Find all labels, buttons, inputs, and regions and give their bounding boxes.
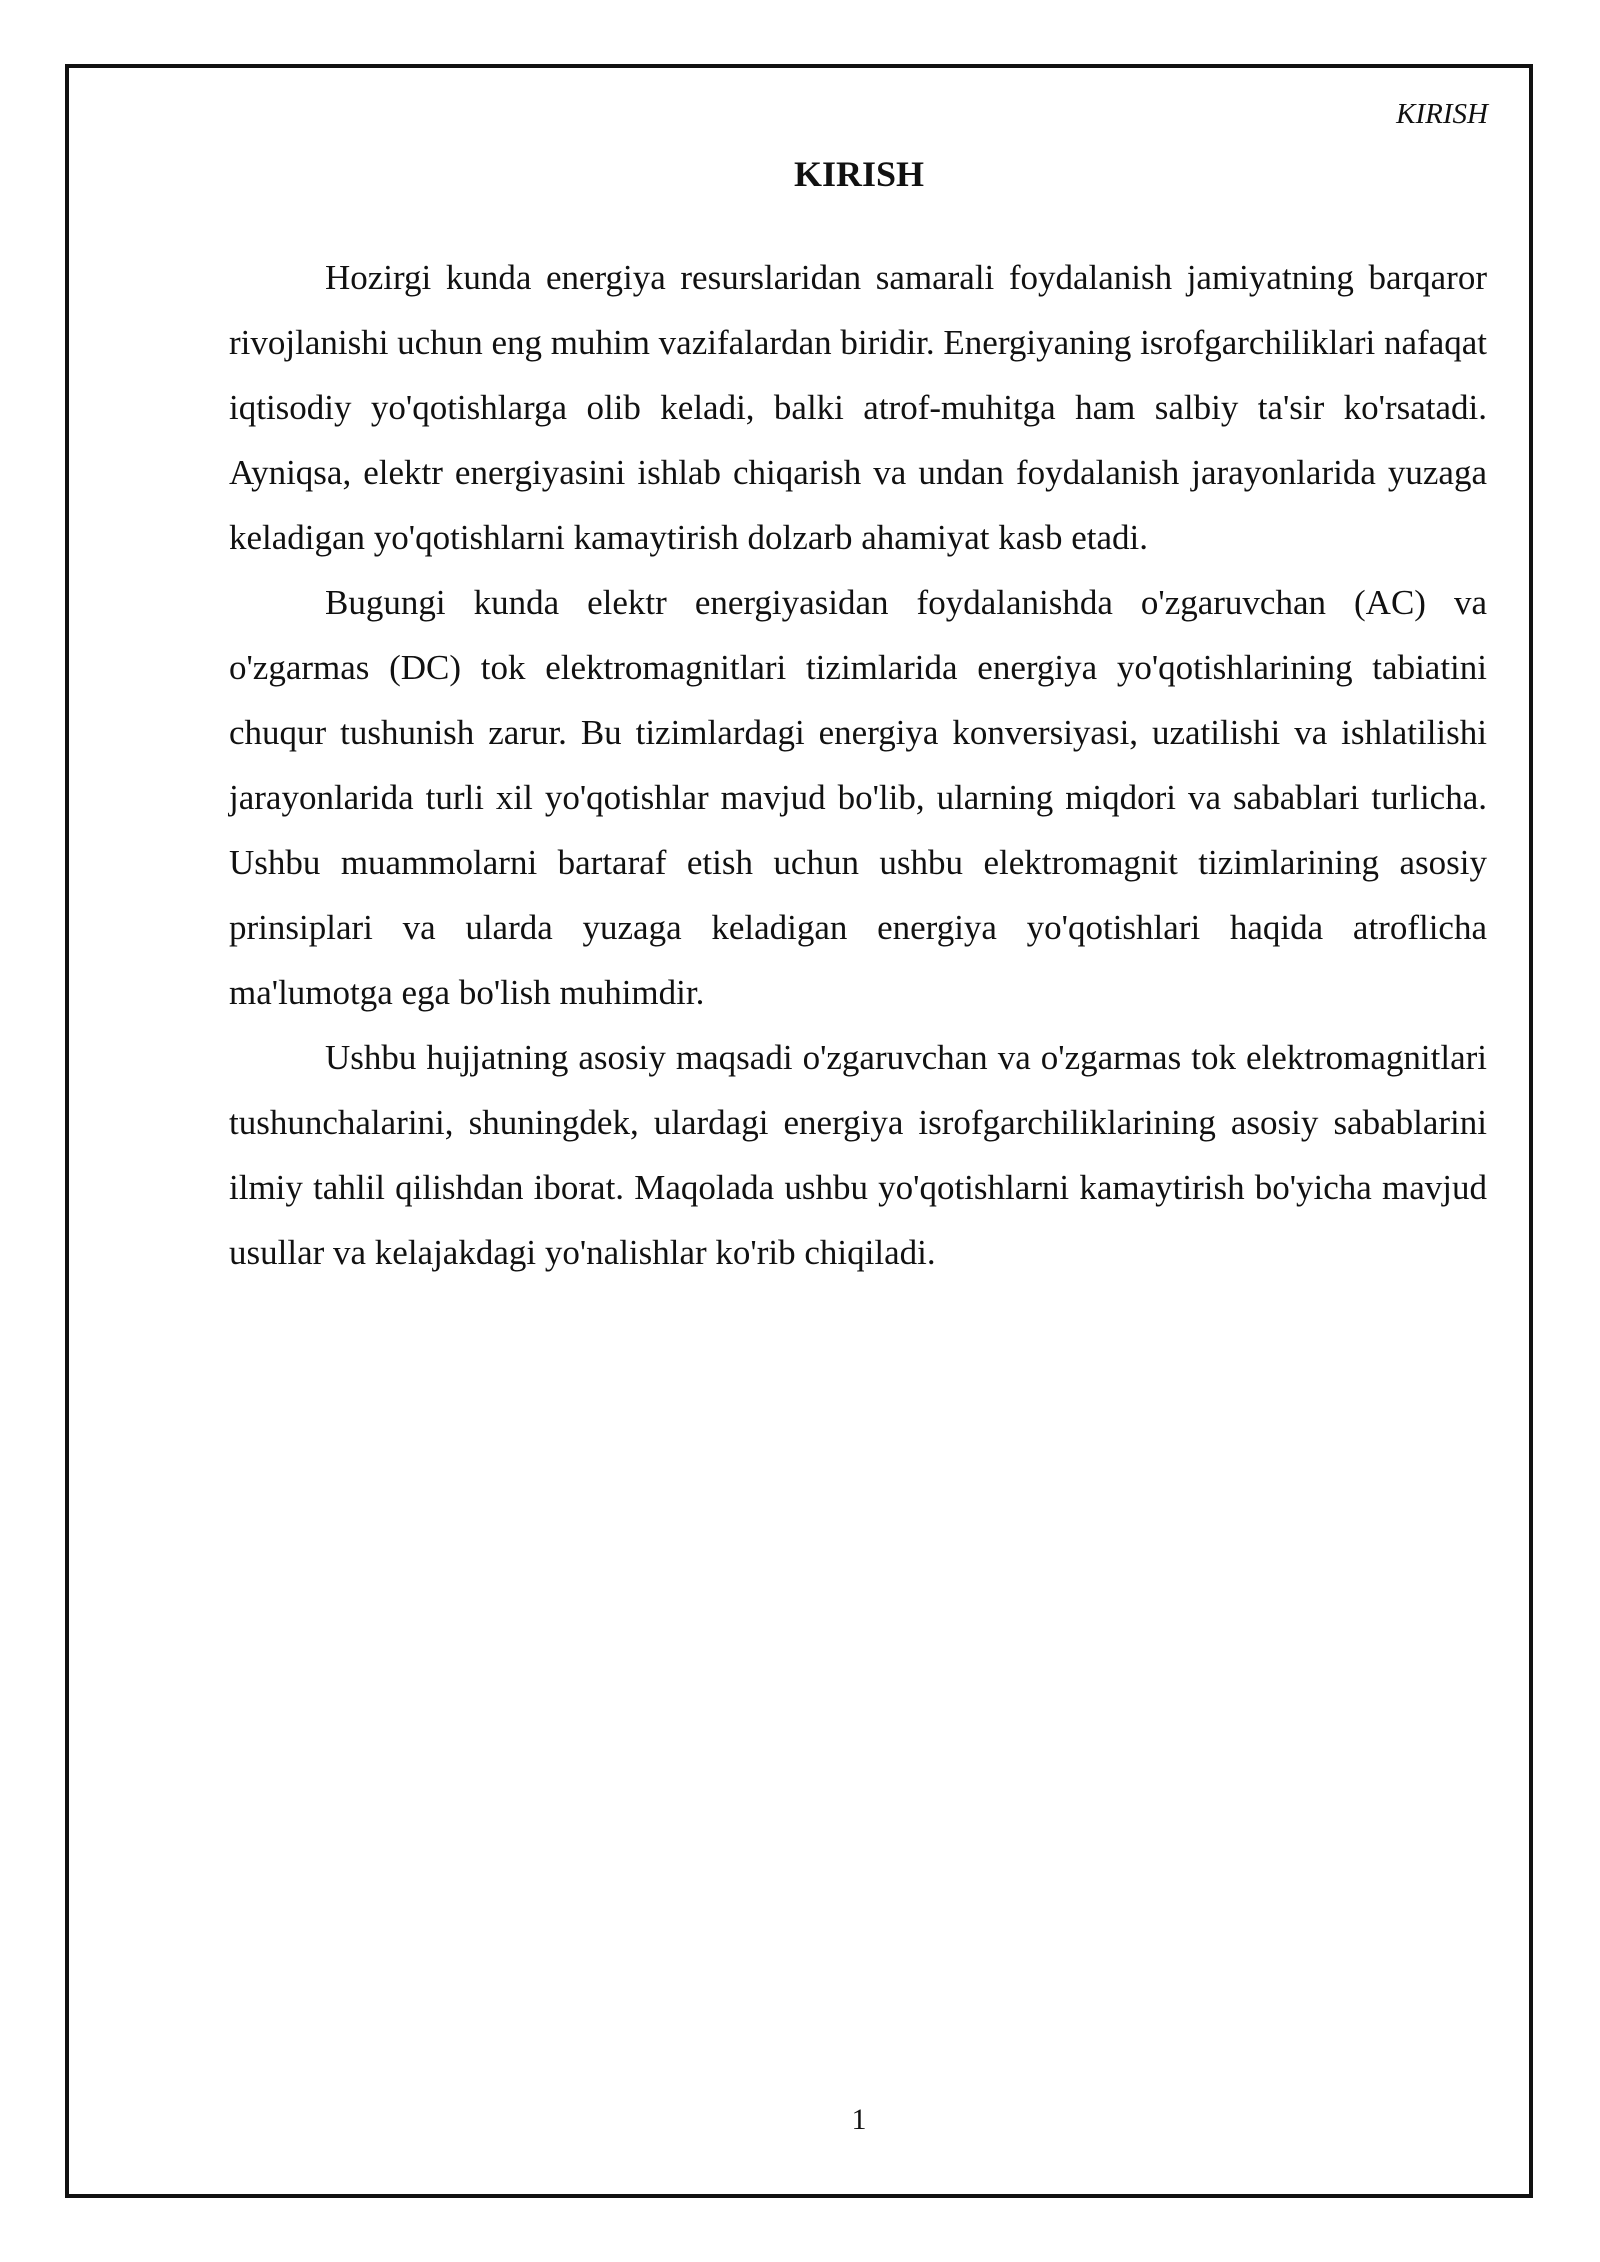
running-header: KIRISH <box>1396 98 1488 130</box>
page-number: 1 <box>851 2103 867 2136</box>
paragraph-3: Ushbu hujjatning asosiy maqsadi o'zgaruvchan va o'zgarmas tok elektromagnitlari tushunchalarini, shuningdek, ulardagi energiya isrofgarchiliklarining asosiy sabablarini ilmiy tahlil qilishdan iborat. Maqolada ushbu yo'qotishlarni kamaytirish bo'yicha mavjud usullar va kelajakdagi yo'nalishlar ko'rib chiqiladi. <box>229 1038 1487 1272</box>
paragraph-2: Bugungi kunda elektr energiyasidan foydalanishda o'zgaruvchan (AC) va o'zgarmas (DC) tok elektromagnitlari tizimlarida energiya yo'qotishlarining tabiatini chuqur tushunish zarur. Bu tizimlardagi energiya konversiyasi, uzatilishi va ishlatilishi jarayonlarida turli xil yo'qotishlar mavjud bo'lib, ularning miqdori va sabablari turlicha. Ushbu muammolarni bartaraf etish uchun ushbu elektromagnit tizimlarining asosiy prinsiplari va ularda yuzaga keladigan energiya yo'qotishlari haqida atroflicha ma'lumotga ega bo'lish muhimdir. <box>229 583 1487 1012</box>
page-title: KIRISH <box>793 154 925 194</box>
paragraph-1: Hozirgi kunda energiya resurslaridan samarali foydalanish jamiyatning barqaror rivojlanishi uchun eng muhim vazifalardan biridir. Energiyaning isrofgarchiliklari nafaqat iqtisodiy yo'qotishlarga olib keladi, balki atrof-muhitga ham salbiy ta'sir ko'rsatadi. Ayniqsa, elektr energiyasini ishlab chiqarish va undan foydalanish jarayonlarida yuzaga keladigan yo'qotishlarni kamaytirish dolzarb ahamiyat kasb etadi. <box>229 258 1488 557</box>
document-body <box>229 245 1487 1285</box>
